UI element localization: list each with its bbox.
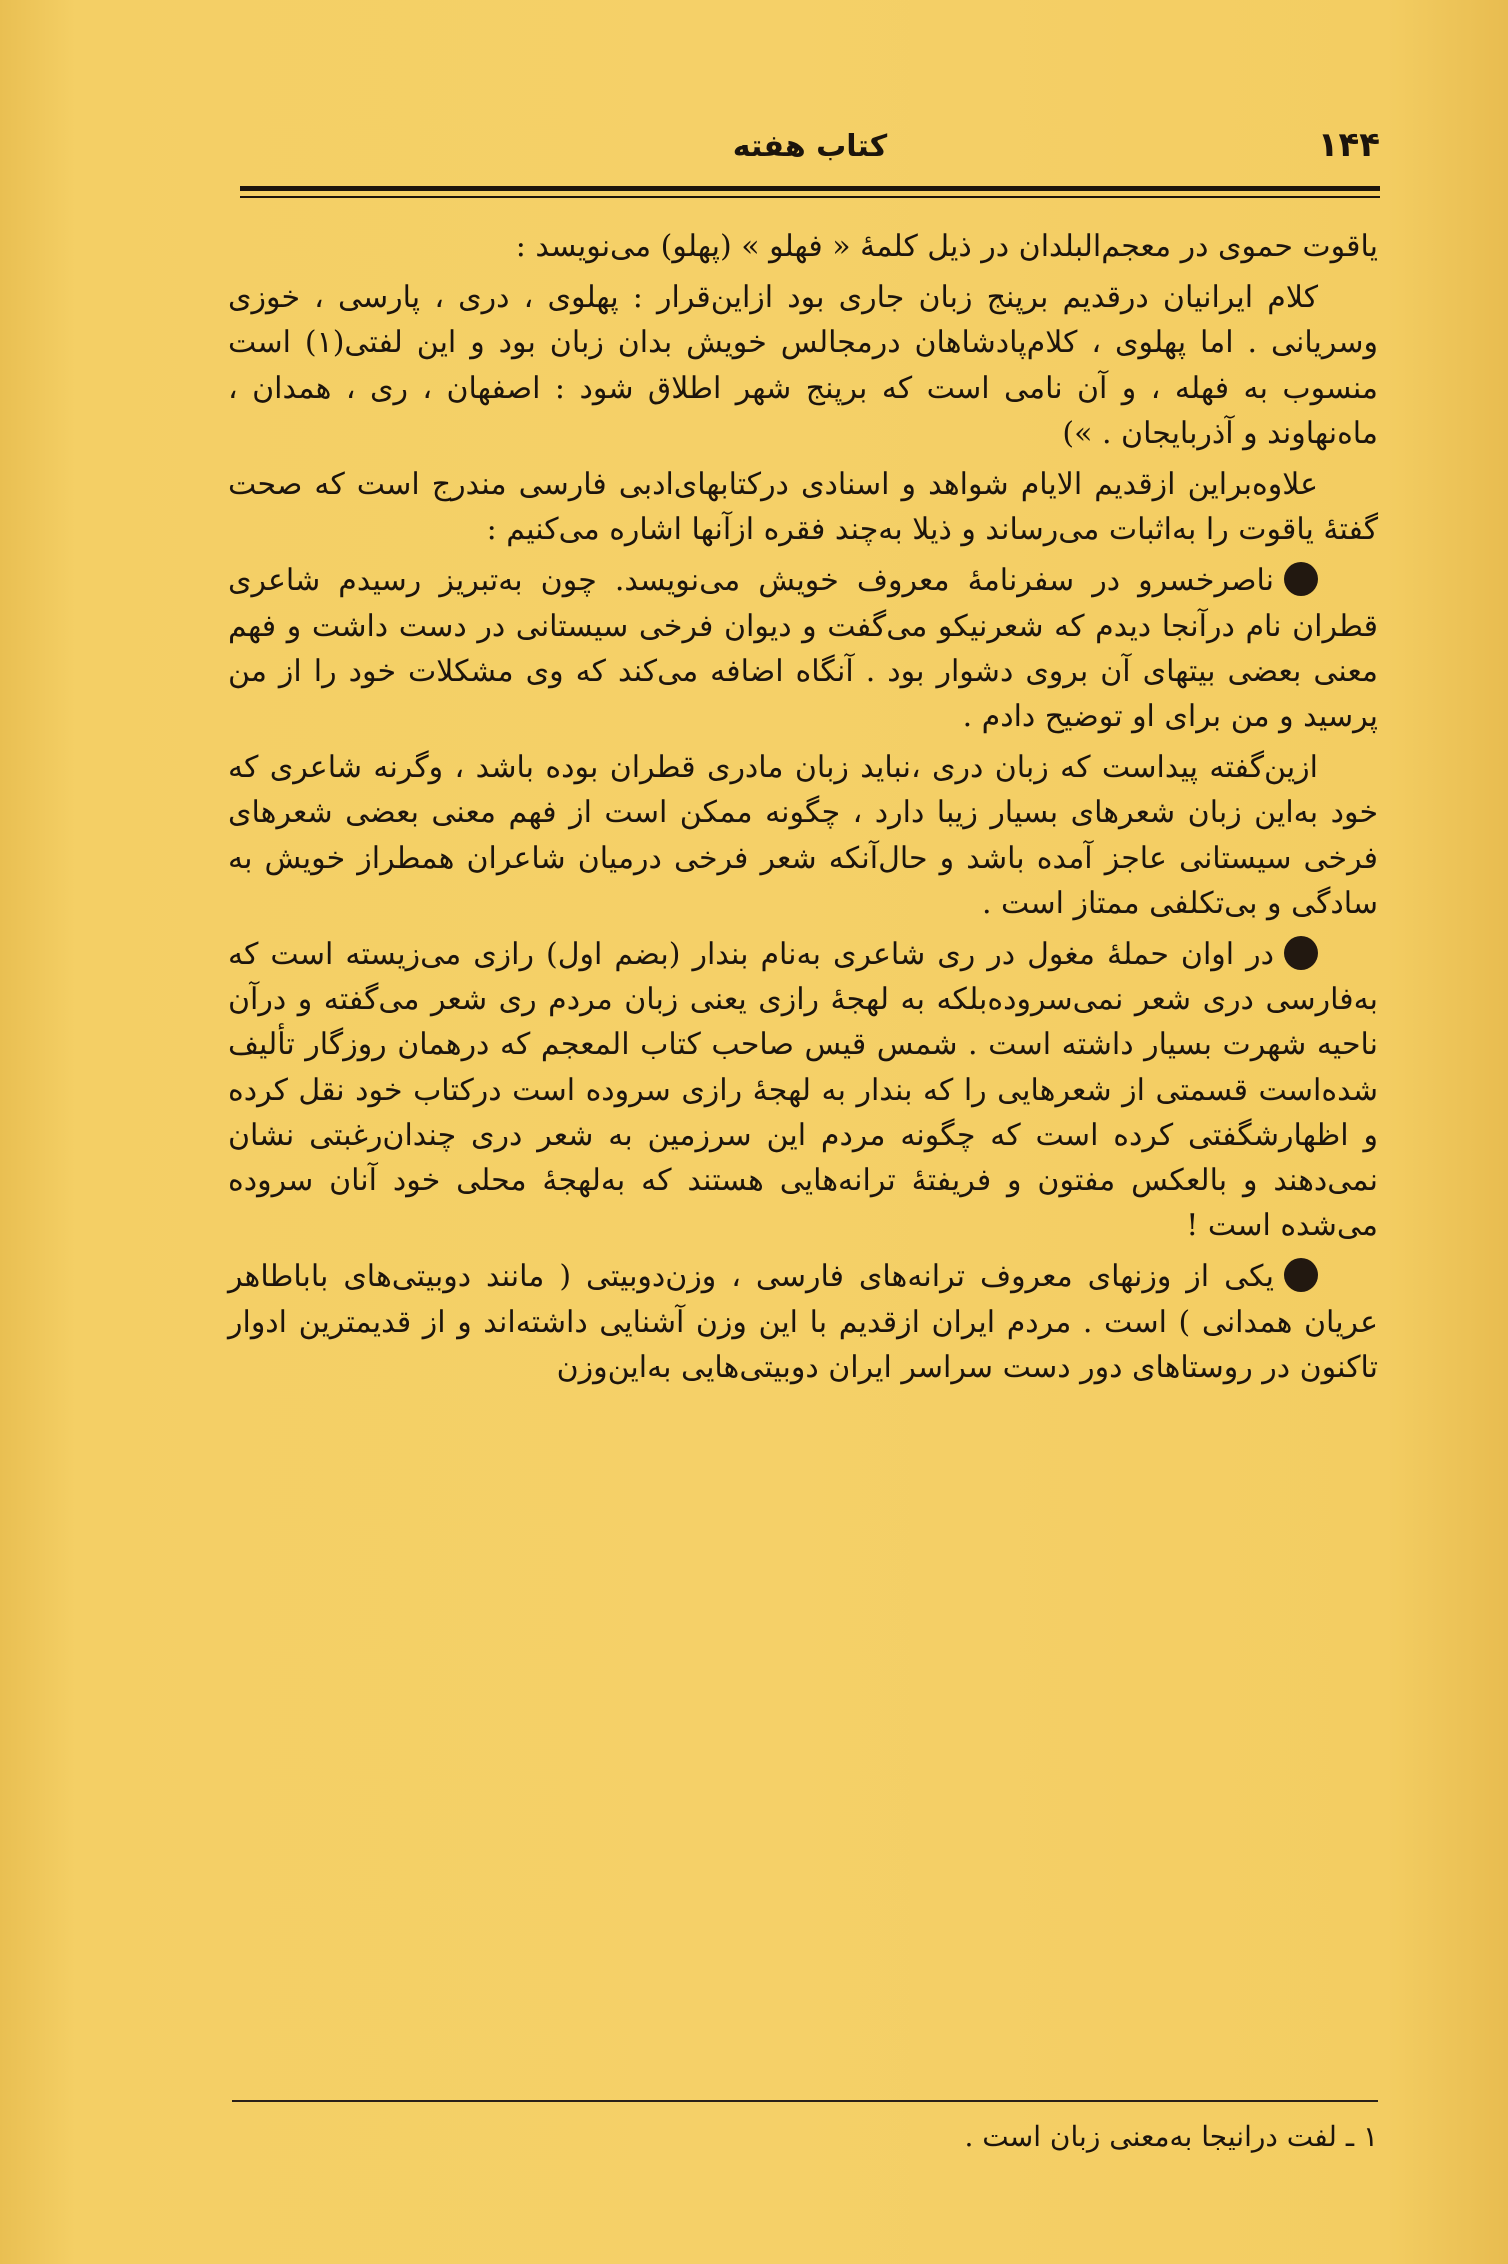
paragraph-text: در اوان حملهٔ مغول در ری شاعری به‌نام بندار (بضم اول) رازی می‌زیسته است که به‌فارسی دری شعر نمی‌سروده‌بلکه به لهجهٔ رازی یعنی زبان مردم ری شعر می‌گفته و درآن ناحیه شهرت بسیار داشته است . شمس قیس صاحب کتاب المعجم که درهمان روزگار تألیف شده‌است قسمتی از شعرهایی را که بندار به لهجهٔ رازی سروده است درکتاب خود نقل کرده و اظهارشگفتی کرده است که چگونه مردم این سرزمین به شعر دری چندان‌رغبتی نشان نمی‌دهند و بالعکس مفتون و فریفتهٔ ترانه‌هایی هستند که به‌لهجهٔ محلی خود آنان سروده می‌شده است ! [228, 937, 1378, 1244]
bullet-paragraph [228, 558, 1378, 739]
bullet-paragraph [228, 932, 1378, 1248]
paragraph: کلام ایرانیان درقدیم برپنج زبان جاری بود ازاین‌قرار : پهلوی ، دری ، پارسی ، خوزی وسریانی . اما پهلوی ، کلام‌پادشاهان درمجالس خویش بدان زبان بود و این لفتی(۱) است منسوب به فهله ، و آن نامی است که برپنج شهر اطلاق شود : اصفهان ، ری ، همدان ، ماه‌نهاوند و آذربایجان . ») [228, 280, 1379, 451]
page-header [240, 125, 1380, 175]
paragraph-text: یکی از وزنهای معروف ترانه‌های فارسی ، وزن‌دوبیتی ( مانند دوبیتی‌های باباطاهر عریان همدانی ) است . مردم ایران ازقدیم با این وزن آشنایی داشته‌اند و از قدیمترین ادوار تاکنون در روستاهای دور دست سراسر ایران دوبیتی‌هایی به‌این‌وزن [228, 1259, 1378, 1385]
header-rule-thin [240, 196, 1380, 198]
bullet-dot-icon [1284, 562, 1318, 596]
bullet-dot-icon [1284, 1258, 1318, 1292]
paragraph: علاوه‌براین ازقدیم الایام شواهد و اسنادی درکتابهای‌ادبی فارسی مندرج است که صحت گفتهٔ یاقوت را به‌اثبات می‌رساند و ذیلا به‌چند فقره ازآنها اشاره می‌کنیم : [228, 467, 1378, 548]
paragraph: یاقوت حموی در معجم‌البلدان در ذیل کلمهٔ « فهلو » (پهلو) می‌نویسد : [515, 229, 1378, 264]
paragraph: ازین‌گفته پیداست که زبان دری ،نباید زبان مادری قطران بوده باشد ، وگرنه شاعری که خود به‌این زبان شعرهای بسیار زیبا دارد ، چگونه ممکن است از فهم معنی بعضی شعرهای فرخی سیستانی عاجز آمده باشد و حال‌آنکه شعر فرخی درمیان شاعران همطراز خویش به سادگی و بی‌تکلفی ممتاز است . [228, 750, 1378, 921]
page-number: ۱۴۴ [1317, 125, 1380, 165]
header-rule-thick [240, 186, 1380, 191]
footnote-rule [232, 2100, 1378, 2102]
footnote: ۱ ـ لفت درانیجا به‌معنی زبان است . [964, 2120, 1378, 2153]
running-title: کتاب هفته [732, 129, 888, 164]
bullet-dot-icon [1284, 936, 1318, 970]
paragraph-text: ناصرخسرو در سفرنامهٔ معروف خویش می‌نویسد. چون به‌تبریز رسیدم شاعری قطران نام درآنجا دیدم که شعرنیکو می‌گفت و دیوان فرخی سیستانی در دست داشت و فهم معنی بعضی بیتهای آن بروی دشوار بود . آنگاه اضافه می‌کند که وی مشکلات خود را از من پرسید و من برای او توضیح دادم . [228, 563, 1378, 735]
body-text [228, 224, 1378, 1396]
bullet-paragraph [228, 1254, 1378, 1390]
